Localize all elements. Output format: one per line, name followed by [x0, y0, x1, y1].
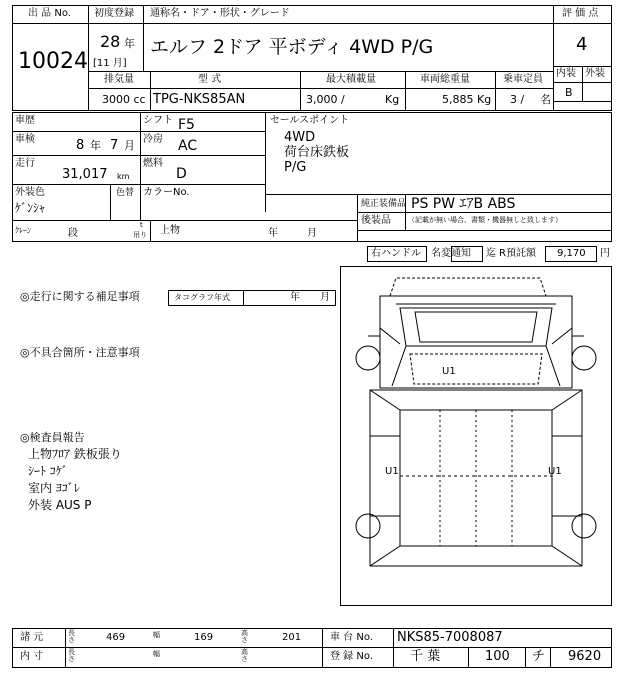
inspector-line: 室内 ﾖｺﾞﾚ	[28, 481, 80, 495]
right-handle-label: 右ハンドル	[371, 248, 421, 259]
color-value: ｹﾞﾝｼｬ	[15, 201, 46, 215]
gross-weight-value: 5,885 Kg	[442, 93, 492, 106]
inspector-line: ｼｰﾄ ｺｹﾞ	[28, 464, 68, 478]
mileage-value: 31,017	[62, 167, 108, 182]
width-label: 幅	[153, 650, 160, 658]
inspection-label: 車検	[15, 134, 35, 145]
max-load-value: 3,000 /	[306, 93, 345, 106]
vehicle-name: エルフ 2ドア 平ボディ 4WD P/G	[150, 36, 434, 58]
max-load-unit: Kg	[385, 93, 400, 106]
capacity-label: 乗車定員	[503, 74, 543, 85]
recall-label: 迄	[486, 248, 496, 259]
inspection-year-unit: 年	[90, 139, 101, 152]
fuel-label: 燃料	[143, 158, 163, 169]
lot-number: 10024	[18, 49, 88, 74]
aftermarket-label: 後装品	[361, 215, 391, 226]
interior-label: 内装	[556, 68, 576, 79]
inspector-title: ◎検査員報告	[20, 431, 85, 444]
defects-title: ◎不具合箇所・注意事項	[20, 346, 140, 359]
truck-diagram	[340, 266, 612, 606]
upper-month: 月	[307, 228, 317, 239]
interior-grade: B	[565, 86, 573, 99]
plate-kana: チ	[532, 649, 546, 664]
name-change-box	[451, 246, 483, 262]
length-label: 長さ	[68, 648, 75, 663]
capacity-value: 3 /	[510, 93, 525, 106]
footer-block	[12, 628, 612, 668]
length-label: 長さ	[68, 629, 75, 644]
damage-mark: U1	[385, 466, 399, 477]
chassis-value: NKS85-7008087	[397, 630, 503, 645]
plate-label: 登 録 No.	[330, 651, 373, 662]
ac-label: 冷房	[143, 134, 163, 145]
inner-label: 内 寸	[20, 651, 44, 662]
model-value: TPG-NKS85AN	[153, 92, 246, 107]
reg-year: 28	[100, 32, 121, 51]
recycle-amount: 9,170	[557, 248, 586, 259]
length-value: 469	[106, 632, 126, 643]
height-value: 201	[282, 632, 302, 643]
width-value: 169	[194, 632, 214, 643]
color-label: 外装色	[15, 187, 45, 198]
gross-weight-label: 車両総重量	[420, 74, 470, 85]
sales-point-line: 4WD	[284, 130, 316, 145]
color-code-label: カラーNo.	[143, 187, 190, 198]
exterior-label: 外装	[585, 68, 605, 79]
displacement-label: 排気量	[104, 74, 134, 85]
tacho-month: 月	[320, 292, 330, 303]
width-label: 幅	[153, 631, 160, 639]
inspection-year: 8	[76, 138, 85, 153]
mileage-unit: km	[117, 172, 130, 181]
crane-hang: 吊り	[133, 231, 147, 239]
tacho-year: 年	[290, 292, 300, 303]
driving-note-title: ◎走行に関する補足事項	[20, 290, 140, 303]
crane-stage: 段	[68, 228, 78, 239]
model-label: 型 式	[198, 74, 222, 85]
sales-point-line: 荷台床鉄板	[284, 145, 350, 160]
reg-year-unit: 年	[124, 37, 135, 50]
rating-label: 評 価 点	[562, 8, 599, 19]
capacity-unit: 名	[540, 93, 551, 106]
height-label: 高さ	[241, 629, 248, 644]
displacement-value: 3000 cc	[102, 93, 146, 106]
crane-label: ｸﾚｰﾝ	[15, 226, 31, 235]
ac-value: AC	[178, 138, 198, 154]
max-load-label: 最大積載量	[326, 74, 376, 85]
reg-month: [11 月]	[93, 58, 127, 69]
spec-label: 諸 元	[20, 632, 44, 643]
sales-point-line: P/G	[284, 160, 307, 175]
damage-mark: U1	[548, 466, 562, 477]
yen-label: 円	[600, 248, 610, 259]
plate-class: 100	[485, 649, 510, 664]
height-label: 高さ	[241, 648, 248, 663]
crane-ton: t	[140, 221, 143, 229]
upper-year: 年	[268, 228, 278, 239]
shift-value: F5	[178, 117, 195, 133]
first-reg-label: 初度登録	[94, 8, 134, 19]
fuel-value: D	[176, 166, 187, 182]
inspection-month-unit: 月	[124, 139, 135, 152]
equipment-label: 純正装備品	[361, 199, 407, 209]
lot-label: 出 品 No.	[28, 8, 71, 19]
name-change-label: 名変通知	[431, 248, 471, 259]
equipment-value: PS PW ｴｱB ABS	[411, 196, 516, 212]
aftermarket-note: （記載が無い場合、書類・機器無しと致します）	[408, 216, 562, 224]
vehicle-info-label: 通称名・ドア・形状・グレード	[150, 8, 290, 19]
plate-number: 9620	[568, 649, 602, 664]
upper-label: 上物	[160, 225, 180, 236]
damage-mark: U1	[442, 366, 456, 377]
recycle-label: R預託額	[499, 248, 536, 259]
inspection-month: 7	[110, 138, 119, 153]
tacho-label: タコグラフ年式	[174, 293, 230, 302]
inspector-line: 上物ﾌﾛｱ 鉄板張り	[28, 447, 122, 461]
chassis-label: 車 台 No.	[330, 632, 373, 643]
sales-point-label: セールスポイント	[270, 115, 350, 126]
plate-region: 千 葉	[410, 649, 441, 664]
shift-label: シフト	[143, 115, 173, 126]
mileage-label: 走行	[15, 158, 35, 169]
rating-value: 4	[576, 34, 588, 55]
history-label: 車歴	[15, 115, 35, 126]
inspector-line: 外装 AUS P	[28, 498, 92, 512]
color-no-label: 色替	[116, 188, 135, 198]
